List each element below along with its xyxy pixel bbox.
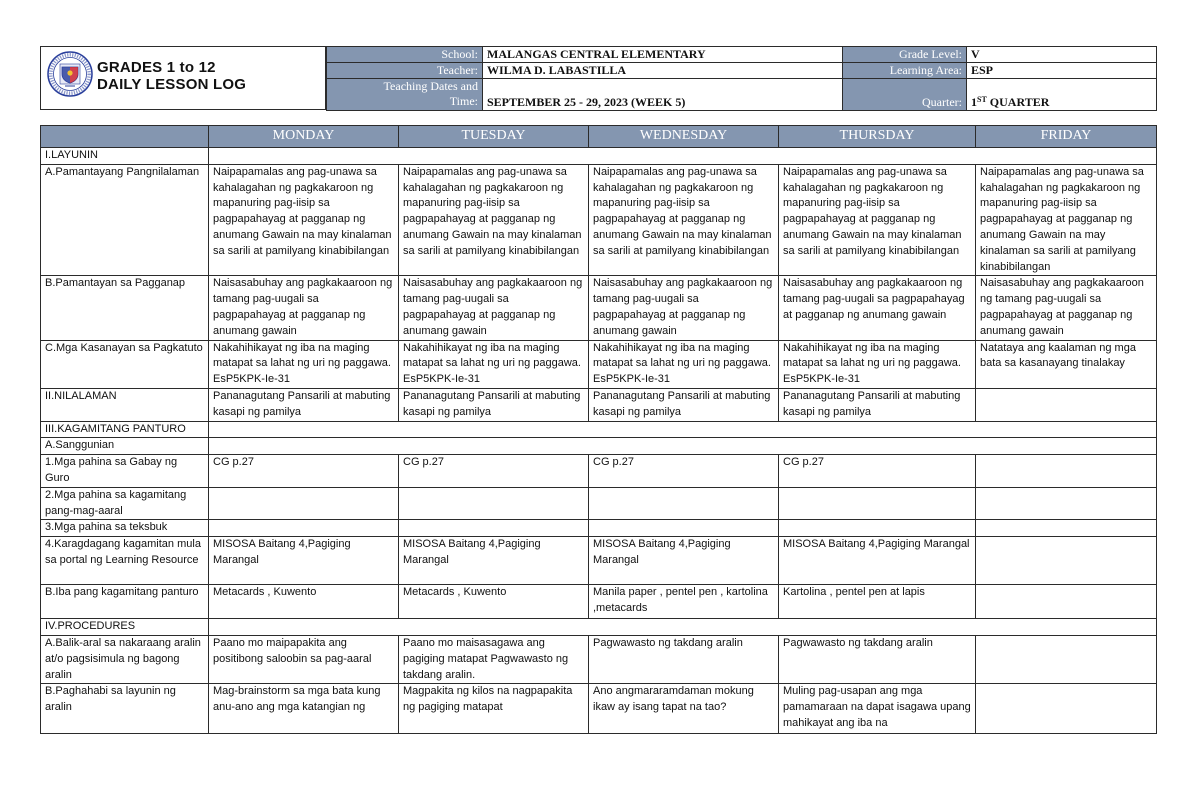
cell-friday: [976, 537, 1157, 585]
cell-thursday: [779, 487, 976, 520]
cell-wednesday: Ano angmararamdaman mokung ikaw ay isang tapat na tao?: [589, 684, 779, 734]
cell-friday: Naisasabuhay ang pagkakaaroon ng tamang pag-uugali sa pagpapahayag at pagganap ng anumang gawain: [976, 276, 1157, 340]
section-blank-cell: [209, 619, 1157, 636]
row-iv-procedures: [41, 619, 1157, 636]
cell-monday: [209, 520, 399, 537]
cell-tuesday: Metacards , Kuwento: [399, 585, 589, 619]
row-4-karagdagang-kagamitan-mula-sa-portal-ng-learning-resource: [41, 537, 1157, 585]
cell-friday: [976, 585, 1157, 619]
teacher-value: WILMA D. LABASTILLA: [483, 63, 843, 79]
lesson-log-table: [40, 125, 1157, 734]
teaching-dates-label-line1: Teaching Dates and: [383, 79, 478, 93]
day-header-friday: FRIDAY: [976, 126, 1157, 148]
cell-tuesday: [399, 520, 589, 537]
cell-wednesday: MISOSA Baitang 4,Pagiging Marangal: [589, 537, 779, 585]
section-blank-cell: [209, 148, 1157, 165]
row-a-balik-aral-sa-nakaraang-aralin-at-o-pagsisimula-ng-bagong-aralin: [41, 635, 1157, 683]
day-header-thursday: THURSDAY: [779, 126, 976, 148]
day-header-wednesday: WEDNESDAY: [589, 126, 779, 148]
cell-tuesday: Paano mo maisasagawa ang pagiging matapat Pagwawasto ng takdang aralin.: [399, 635, 589, 683]
cell-wednesday: Pananagutang Pansarili at mabuting kasapi ng pamilya: [589, 388, 779, 421]
header: [40, 46, 1156, 110]
cell-thursday: Pananagutang Pansarili at mabuting kasapi ng pamilya: [779, 388, 976, 421]
row-a-pamantayang-pangnilalaman: [41, 164, 1157, 276]
cell-thursday: Muling pag-usapan ang mga pamamaraan na dapat isagawa upang mahikayat ang iba na: [779, 684, 976, 734]
info-table: [326, 46, 1157, 111]
cell-friday: [976, 520, 1157, 537]
row-label: II.NILALAMAN: [41, 388, 209, 421]
cell-monday: Nakahihikayat ng iba na maging matapat sa lahat ng uri ng paggawa. EsP5KPK-Ie-31: [209, 340, 399, 388]
row-b-paghahabi-sa-layunin-ng-aralin: [41, 684, 1157, 734]
grade-level-value: V: [967, 47, 1157, 63]
cell-thursday: Naisasabuhay ang pagkakaaroon ng tamang pag-uugali sa pagpapahayag at pagganap ng anumang gawain: [779, 276, 976, 340]
learning-area-label: Learning Area:: [843, 63, 967, 79]
cell-wednesday: Nakahihikayat ng iba na maging matapat sa lahat ng uri ng paggawa. EsP5KPK-Ie-31: [589, 340, 779, 388]
cell-monday: Pananagutang Pansarili at mabuting kasapi ng pamilya: [209, 388, 399, 421]
quarter-label: Quarter:: [843, 79, 967, 111]
cell-wednesday: Naisasabuhay ang pagkakaaroon ng tamang pag-uugali sa pagpapahayag at pagganap ng anumang gawain: [589, 276, 779, 340]
quarter-text: QUARTER: [986, 95, 1050, 109]
cell-friday: [976, 455, 1157, 488]
grade-level-label: Grade Level:: [843, 47, 967, 63]
row-1-mga-pahina-sa-gabay-ng-guro: [41, 455, 1157, 488]
row-a-sanggunian: [41, 438, 1157, 455]
cell-thursday: Nakahihikayat ng iba na maging matapat sa lahat ng uri ng paggawa. EsP5KPK-Ie-31: [779, 340, 976, 388]
cell-thursday: Pagwawasto ng takdang aralin: [779, 635, 976, 683]
cell-wednesday: Naipapamalas ang pag-unawa sa kahalagahan ng pagkakaroon ng mapanuring pag-iisip sa pagpapahayag at pagganap ng anumang Gawain na may kinalaman sa sarili at pamilyang kinabibilangan: [589, 164, 779, 276]
teacher-label: Teacher:: [327, 63, 483, 79]
cell-thursday: Kartolina , pentel pen at lapis: [779, 585, 976, 619]
cell-tuesday: Nakahihikayat ng iba na maging matapat sa lahat ng uri ng paggawa. EsP5KPK-Ie-31: [399, 340, 589, 388]
cell-thursday: [779, 520, 976, 537]
cell-wednesday: CG p.27: [589, 455, 779, 488]
cell-tuesday: Pananagutang Pansarili at mabuting kasapi ng pamilya: [399, 388, 589, 421]
title-line-2: DAILY LESSON LOG: [97, 76, 247, 93]
cell-tuesday: Magpakita ng kilos na nagpapakita ng pagiging matapat: [399, 684, 589, 734]
row-label: A.Pamantayang Pangnilalaman: [41, 164, 209, 276]
section-blank-cell: [209, 438, 1157, 455]
lesson-log-body: [41, 126, 1157, 734]
teaching-dates-value: SEPTEMBER 25 - 29, 2023 (WEEK 5): [483, 79, 843, 111]
school-value: MALANGAS CENTRAL ELEMENTARY: [483, 47, 843, 63]
title-block: [40, 46, 326, 110]
cell-monday: CG p.27: [209, 455, 399, 488]
row-label: C.Mga Kasanayan sa Pagkatuto: [41, 340, 209, 388]
row-label: B.Pamantayan sa Pagganap: [41, 276, 209, 340]
row-iii-kagamitang-panturo: [41, 421, 1157, 438]
cell-tuesday: Naipapamalas ang pag-unawa sa kahalagahan ng pagkakaroon ng mapanuring pag-iisip sa pagpapahayag at pagganap ng anumang Gawain na may kinalaman sa sarili at pamilyang kinabibilangan: [399, 164, 589, 276]
row-c-mga-kasanayan-sa-pagkatuto: [41, 340, 1157, 388]
cell-wednesday: [589, 487, 779, 520]
cell-friday: [976, 487, 1157, 520]
row-ii-nilalaman: [41, 388, 1157, 421]
row-label: A.Balik-aral sa nakaraang aralin at/o pagsisimula ng bagong aralin: [41, 635, 209, 683]
day-header-monday: MONDAY: [209, 126, 399, 148]
row-3-mga-pahina-sa-teksbuk: [41, 520, 1157, 537]
section-blank-cell: [209, 421, 1157, 438]
cell-monday: [209, 487, 399, 520]
cell-thursday: MISOSA Baitang 4,Pagiging Marangal: [779, 537, 976, 585]
cell-monday: Metacards , Kuwento: [209, 585, 399, 619]
cell-monday: Naisasabuhay ang pagkakaaroon ng tamang pag-uugali sa pagpapahayag at pagganap ng anumang gawain: [209, 276, 399, 340]
learning-area-value: ESP: [967, 63, 1157, 79]
row-b-iba-pang-kagamitang-panturo: [41, 585, 1157, 619]
cell-monday: MISOSA Baitang 4,Pagiging Marangal: [209, 537, 399, 585]
row-label: B.Iba pang kagamitang panturo: [41, 585, 209, 619]
cell-friday: Natataya ang kaalaman ng mga bata sa kasanayang tinalakay: [976, 340, 1157, 388]
cell-wednesday: Pagwawasto ng takdang aralin: [589, 635, 779, 683]
row-label: III.KAGAMITANG PANTURO: [41, 421, 209, 438]
row-2-mga-pahina-sa-kagamitang-pang-mag-aaral: [41, 487, 1157, 520]
row-label: IV.PROCEDURES: [41, 619, 209, 636]
quarter-number: 1: [971, 95, 977, 109]
day-header-tuesday: TUESDAY: [399, 126, 589, 148]
quarter-value: [967, 79, 1157, 111]
row-i-layunin: [41, 148, 1157, 165]
blank-header-cell: [41, 126, 209, 148]
cell-friday: Naipapamalas ang pag-unawa sa kahalagahan ng pagkakaroon ng mapanuring pag-iisip sa pagpapahayag at pagganap ng anumang Gawain na may kinalaman sa sarili at pamilyang kinabibilangan: [976, 164, 1157, 276]
cell-monday: Naipapamalas ang pag-unawa sa kahalagahan ng pagkakaroon ng mapanuring pag-iisip sa pagpapahayag at pagganap ng anumang Gawain na may kinalaman sa sarili at pamilyang kinabibilangan: [209, 164, 399, 276]
row-label: I.LAYUNIN: [41, 148, 209, 165]
deped-seal-icon: [47, 51, 93, 97]
row-label: 3.Mga pahina sa teksbuk: [41, 520, 209, 537]
cell-tuesday: CG p.27: [399, 455, 589, 488]
row-label: 2.Mga pahina sa kagamitang pang-mag-aaral: [41, 487, 209, 520]
row-label: 1.Mga pahina sa Gabay ng Guro: [41, 455, 209, 488]
row-label: A.Sanggunian: [41, 438, 209, 455]
cell-monday: Mag-brainstorm sa mga bata kung anu-ano ang mga katangian ng: [209, 684, 399, 734]
cell-thursday: Naipapamalas ang pag-unawa sa kahalagahan ng pagkakaroon ng mapanuring pag-iisip sa pagpapahayag at pagganap ng anumang Gawain na may kinalaman sa sarili at pamilyang kinabibilangan: [779, 164, 976, 276]
teaching-dates-label-line2: Time:: [449, 94, 478, 108]
cell-friday: [976, 684, 1157, 734]
day-header-row: [41, 126, 1157, 148]
cell-friday: [976, 635, 1157, 683]
cell-wednesday: Manila paper , pentel pen , kartolina ,metacards: [589, 585, 779, 619]
teaching-dates-label: [327, 79, 483, 111]
cell-thursday: CG p.27: [779, 455, 976, 488]
row-b-pamantayan-sa-pagganap: [41, 276, 1157, 340]
cell-friday: [976, 388, 1157, 421]
cell-tuesday: [399, 487, 589, 520]
school-label: School:: [327, 47, 483, 63]
cell-tuesday: MISOSA Baitang 4,Pagiging Marangal: [399, 537, 589, 585]
quarter-suffix: ST: [977, 95, 987, 104]
row-label: 4.Karagdagang kagamitan mula sa portal ng Learning Resource: [41, 537, 209, 585]
row-label: B.Paghahabi sa layunin ng aralin: [41, 684, 209, 734]
cell-monday: Paano mo maipapakita ang positibong saloobin sa pag-aaral: [209, 635, 399, 683]
cell-tuesday: Naisasabuhay ang pagkakaaroon ng tamang pag-uugali sa pagpapahayag at pagganap ng anumang gawain: [399, 276, 589, 340]
title-line-1: GRADES 1 to 12: [97, 59, 216, 76]
cell-wednesday: [589, 520, 779, 537]
